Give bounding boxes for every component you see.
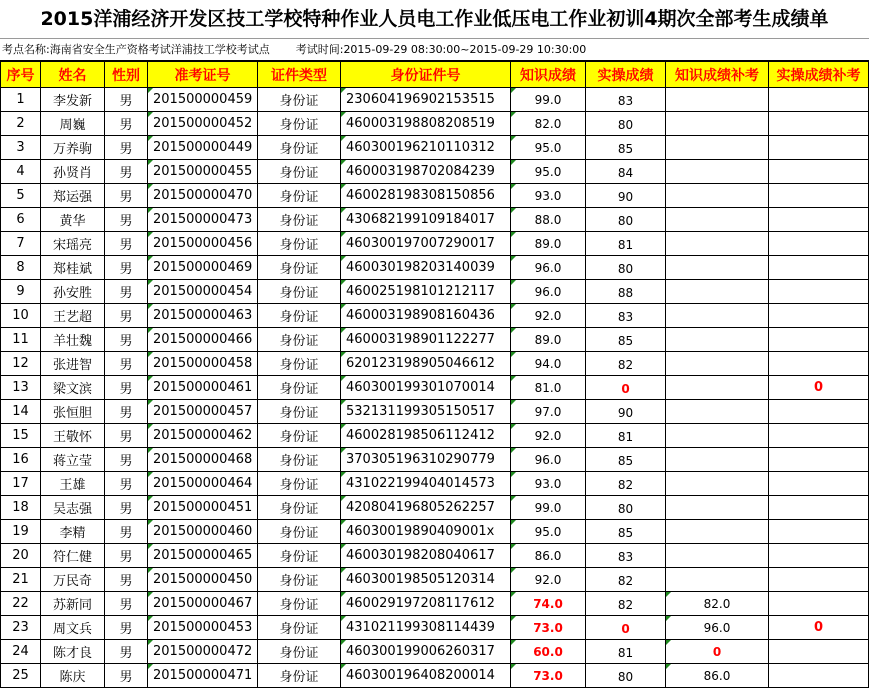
cell-id-no: 230604196902153515: [341, 88, 511, 112]
cell-exam-id: 201500000462: [148, 424, 258, 448]
cell-no: 6: [1, 208, 41, 232]
cell-gender: 男: [105, 520, 148, 544]
header-id-no: 身份证件号: [341, 62, 511, 88]
table-row: [1, 184, 869, 208]
cell-practical: 82: [586, 472, 666, 496]
cell-knowledge-retake: [666, 328, 769, 352]
cell-practical-retake: [769, 304, 869, 328]
cell-id-no: 460030198203140039: [341, 256, 511, 280]
cell-id-no: 370305196310290779: [341, 448, 511, 472]
cell-practical: 83: [586, 544, 666, 568]
header-practical-retake: 实操成绩补考: [769, 62, 869, 88]
cell-knowledge: 95.0: [511, 136, 586, 160]
cell-id-no: 620123198905046612: [341, 352, 511, 376]
cell-cert-type: 身份证: [258, 328, 341, 352]
cell-knowledge-retake: [666, 568, 769, 592]
cell-knowledge: 94.0: [511, 352, 586, 376]
cell-knowledge-retake: [666, 208, 769, 232]
cell-knowledge-retake: [666, 376, 769, 400]
cell-practical-retake: [769, 520, 869, 544]
table-row: [1, 304, 869, 328]
cell-gender: 男: [105, 136, 148, 160]
cell-knowledge-retake: [666, 400, 769, 424]
cell-knowledge: 93.0: [511, 184, 586, 208]
cell-practical: 83: [586, 304, 666, 328]
cell-id-no: 460025198101212117: [341, 280, 511, 304]
table-row: [1, 400, 869, 424]
table-row: [1, 640, 869, 664]
cell-knowledge-retake: [666, 280, 769, 304]
cell-practical-retake: [769, 280, 869, 304]
cell-knowledge-retake: 96.0: [666, 616, 769, 640]
cell-exam-id: 201500000454: [148, 280, 258, 304]
cell-id-no: 46030019890409001x: [341, 520, 511, 544]
header-exam-id: 准考证号: [148, 62, 258, 88]
cell-gender: 男: [105, 448, 148, 472]
cell-knowledge: 73.0: [511, 616, 586, 640]
cell-knowledge-retake: [666, 496, 769, 520]
cell-practical-retake: [769, 400, 869, 424]
cell-exam-id: 201500000463: [148, 304, 258, 328]
cell-knowledge-retake: [666, 160, 769, 184]
cell-knowledge-retake: [666, 352, 769, 376]
cell-practical: 82: [586, 352, 666, 376]
table-row: [1, 424, 869, 448]
cell-no: 23: [1, 616, 41, 640]
cell-no: 10: [1, 304, 41, 328]
table-row: [1, 592, 869, 616]
cell-exam-id: 201500000457: [148, 400, 258, 424]
cell-gender: 男: [105, 328, 148, 352]
table-body: [1, 88, 869, 688]
cell-cert-type: 身份证: [258, 520, 341, 544]
venue-label: 考点名称:: [2, 43, 50, 56]
table-row: [1, 256, 869, 280]
cell-knowledge-retake: [666, 184, 769, 208]
cell-exam-id: 201500000453: [148, 616, 258, 640]
cell-cert-type: 身份证: [258, 424, 341, 448]
cell-knowledge: 60.0: [511, 640, 586, 664]
cell-name: 万养驹: [41, 136, 105, 160]
cell-name: 吴志强: [41, 496, 105, 520]
cell-cert-type: 身份证: [258, 400, 341, 424]
cell-knowledge-retake: [666, 472, 769, 496]
cell-cert-type: 身份证: [258, 376, 341, 400]
cell-knowledge-retake: 0: [666, 640, 769, 664]
cell-gender: 男: [105, 496, 148, 520]
cell-knowledge: 96.0: [511, 448, 586, 472]
cell-name: 周巍: [41, 112, 105, 136]
cell-knowledge: 86.0: [511, 544, 586, 568]
cell-no: 7: [1, 232, 41, 256]
table-row: [1, 544, 869, 568]
cell-id-no: 460300199301070014: [341, 376, 511, 400]
cell-name: 张进智: [41, 352, 105, 376]
sheet-title: 2015洋浦经济开发区技工学校特种作业人员电工作业低压电工作业初训4期次全部考生成绩单: [0, 0, 869, 39]
cell-practical: 80: [586, 496, 666, 520]
exam-info-row: [0, 39, 869, 61]
cell-id-no: 430682199109184017: [341, 208, 511, 232]
cell-gender: 男: [105, 280, 148, 304]
cell-exam-id: 201500000472: [148, 640, 258, 664]
cell-practical-retake: [769, 328, 869, 352]
header-knowledge-retake: 知识成绩补考: [666, 62, 769, 88]
cell-knowledge: 95.0: [511, 520, 586, 544]
cell-practical-retake: [769, 472, 869, 496]
table-row: [1, 520, 869, 544]
table-row: [1, 568, 869, 592]
cell-knowledge-retake: 86.0: [666, 664, 769, 688]
cell-no: 11: [1, 328, 41, 352]
cell-gender: 男: [105, 184, 148, 208]
cell-cert-type: 身份证: [258, 112, 341, 136]
cell-no: 16: [1, 448, 41, 472]
venue-name: 海南省安全生产资格考试洋浦技工学校考试点: [49, 43, 270, 56]
table-row: [1, 232, 869, 256]
cell-gender: 男: [105, 640, 148, 664]
cell-name: 王敬怀: [41, 424, 105, 448]
cell-practical-retake: [769, 208, 869, 232]
cell-knowledge-retake: [666, 544, 769, 568]
cell-practical-retake: 0: [769, 616, 869, 640]
cell-practical-retake: [769, 544, 869, 568]
exam-time: 2015-09-29 08:30:00~2015-09-29 10:30:00: [343, 43, 587, 56]
cell-exam-id: 201500000465: [148, 544, 258, 568]
cell-id-no: 460300197007290017: [341, 232, 511, 256]
cell-knowledge-retake: [666, 304, 769, 328]
cell-practical-retake: [769, 136, 869, 160]
cell-practical-retake: [769, 256, 869, 280]
cell-name: 孙安胜: [41, 280, 105, 304]
cell-practical: 0: [586, 616, 666, 640]
table-row: [1, 112, 869, 136]
cell-knowledge-retake: [666, 112, 769, 136]
cell-cert-type: 身份证: [258, 208, 341, 232]
cell-knowledge: 99.0: [511, 496, 586, 520]
table-row: [1, 664, 869, 688]
table-row: [1, 88, 869, 112]
cell-gender: 男: [105, 544, 148, 568]
header-row: [1, 62, 869, 88]
cell-name: 万民奇: [41, 568, 105, 592]
cell-gender: 男: [105, 376, 148, 400]
cell-exam-id: 201500000452: [148, 112, 258, 136]
table-row: [1, 160, 869, 184]
cell-knowledge-retake: [666, 256, 769, 280]
cell-practical-retake: [769, 496, 869, 520]
cell-knowledge-retake: 82.0: [666, 592, 769, 616]
table-row: [1, 376, 869, 400]
cell-knowledge: 88.0: [511, 208, 586, 232]
table-row: [1, 448, 869, 472]
cell-name: 黄华: [41, 208, 105, 232]
cell-name: 王雄: [41, 472, 105, 496]
cell-gender: 男: [105, 616, 148, 640]
cell-practical: 90: [586, 400, 666, 424]
cell-exam-id: 201500000449: [148, 136, 258, 160]
cell-id-no: 460029197208117612: [341, 592, 511, 616]
cell-no: 25: [1, 664, 41, 688]
cell-no: 2: [1, 112, 41, 136]
cell-exam-id: 201500000458: [148, 352, 258, 376]
cell-no: 18: [1, 496, 41, 520]
cell-no: 19: [1, 520, 41, 544]
cell-name: 张恒胆: [41, 400, 105, 424]
cell-exam-id: 201500000473: [148, 208, 258, 232]
cell-no: 14: [1, 400, 41, 424]
cell-id-no: 431021199308114439: [341, 616, 511, 640]
cell-id-no: 460003198808208519: [341, 112, 511, 136]
cell-no: 1: [1, 88, 41, 112]
cell-no: 15: [1, 424, 41, 448]
cell-knowledge: 89.0: [511, 232, 586, 256]
cell-practical: 80: [586, 208, 666, 232]
cell-practical: 0: [586, 376, 666, 400]
cell-no: 12: [1, 352, 41, 376]
cell-exam-id: 201500000467: [148, 592, 258, 616]
cell-practical-retake: [769, 664, 869, 688]
cell-no: 24: [1, 640, 41, 664]
cell-knowledge: 96.0: [511, 256, 586, 280]
cell-id-no: 460003198908160436: [341, 304, 511, 328]
cell-practical: 80: [586, 256, 666, 280]
header-no: 序号: [1, 62, 41, 88]
cell-practical: 81: [586, 232, 666, 256]
cell-id-no: 460028198506112412: [341, 424, 511, 448]
cell-practical: 81: [586, 640, 666, 664]
cell-knowledge-retake: [666, 136, 769, 160]
cell-name: 周文兵: [41, 616, 105, 640]
header-name: 姓名: [41, 62, 105, 88]
cell-cert-type: 身份证: [258, 232, 341, 256]
table-row: [1, 136, 869, 160]
cell-practical: 80: [586, 112, 666, 136]
cell-id-no: 532131199305150517: [341, 400, 511, 424]
cell-practical-retake: [769, 640, 869, 664]
cell-knowledge: 96.0: [511, 280, 586, 304]
cell-practical-retake: [769, 592, 869, 616]
cell-gender: 男: [105, 208, 148, 232]
cell-exam-id: 201500000461: [148, 376, 258, 400]
cell-name: 李精: [41, 520, 105, 544]
cell-id-no: 460300196210110312: [341, 136, 511, 160]
cell-cert-type: 身份证: [258, 136, 341, 160]
cell-knowledge: 92.0: [511, 304, 586, 328]
cell-practical: 82: [586, 568, 666, 592]
cell-gender: 男: [105, 232, 148, 256]
cell-gender: 男: [105, 88, 148, 112]
cell-cert-type: 身份证: [258, 616, 341, 640]
cell-cert-type: 身份证: [258, 664, 341, 688]
cell-practical-retake: [769, 88, 869, 112]
cell-no: 9: [1, 280, 41, 304]
cell-cert-type: 身份证: [258, 448, 341, 472]
cell-no: 3: [1, 136, 41, 160]
cell-name: 郑桂斌: [41, 256, 105, 280]
cell-practical: 88: [586, 280, 666, 304]
cell-exam-id: 201500000468: [148, 448, 258, 472]
cell-cert-type: 身份证: [258, 568, 341, 592]
cell-no: 21: [1, 568, 41, 592]
cell-id-no: 460003198702084239: [341, 160, 511, 184]
cell-name: 蒋立莹: [41, 448, 105, 472]
cell-gender: 男: [105, 568, 148, 592]
cell-practical-retake: [769, 112, 869, 136]
cell-gender: 男: [105, 160, 148, 184]
table-row: [1, 328, 869, 352]
cell-no: 22: [1, 592, 41, 616]
cell-exam-id: 201500000460: [148, 520, 258, 544]
table-row: [1, 208, 869, 232]
cell-no: 17: [1, 472, 41, 496]
cell-practical: 83: [586, 88, 666, 112]
cell-practical: 90: [586, 184, 666, 208]
cell-name: 陈才良: [41, 640, 105, 664]
cell-practical: 82: [586, 592, 666, 616]
cell-name: 陈庆: [41, 664, 105, 688]
cell-cert-type: 身份证: [258, 544, 341, 568]
score-table: [0, 61, 869, 688]
cell-name: 宋瑶亮: [41, 232, 105, 256]
cell-knowledge: 97.0: [511, 400, 586, 424]
cell-id-no: 460300198505120314: [341, 568, 511, 592]
cell-exam-id: 201500000455: [148, 160, 258, 184]
cell-practical-retake: [769, 424, 869, 448]
cell-practical-retake: [769, 448, 869, 472]
cell-gender: 男: [105, 112, 148, 136]
cell-exam-id: 201500000451: [148, 496, 258, 520]
cell-gender: 男: [105, 400, 148, 424]
cell-name: 梁文滨: [41, 376, 105, 400]
cell-cert-type: 身份证: [258, 88, 341, 112]
cell-practical: 85: [586, 136, 666, 160]
cell-practical-retake: [769, 184, 869, 208]
header-cert-type: 证件类型: [258, 62, 341, 88]
cell-knowledge-retake: [666, 88, 769, 112]
cell-practical: 85: [586, 448, 666, 472]
cell-id-no: 460300196408200014: [341, 664, 511, 688]
cell-cert-type: 身份证: [258, 160, 341, 184]
cell-practical: 81: [586, 424, 666, 448]
cell-gender: 男: [105, 256, 148, 280]
cell-knowledge: 89.0: [511, 328, 586, 352]
cell-knowledge: 92.0: [511, 568, 586, 592]
cell-practical-retake: [769, 232, 869, 256]
cell-practical: 84: [586, 160, 666, 184]
cell-knowledge-retake: [666, 448, 769, 472]
cell-no: 5: [1, 184, 41, 208]
cell-exam-id: 201500000466: [148, 328, 258, 352]
table-row: [1, 280, 869, 304]
cell-knowledge: 95.0: [511, 160, 586, 184]
cell-name: 孙贤肖: [41, 160, 105, 184]
cell-knowledge-retake: [666, 232, 769, 256]
cell-knowledge: 74.0: [511, 592, 586, 616]
cell-id-no: 460028198308150856: [341, 184, 511, 208]
cell-no: 20: [1, 544, 41, 568]
cell-cert-type: 身份证: [258, 592, 341, 616]
cell-cert-type: 身份证: [258, 352, 341, 376]
cell-knowledge: 93.0: [511, 472, 586, 496]
cell-id-no: 460030198208040617: [341, 544, 511, 568]
cell-exam-id: 201500000464: [148, 472, 258, 496]
cell-id-no: 420804196805262257: [341, 496, 511, 520]
cell-exam-id: 201500000450: [148, 568, 258, 592]
cell-gender: 男: [105, 472, 148, 496]
cell-name: 苏新同: [41, 592, 105, 616]
cell-cert-type: 身份证: [258, 304, 341, 328]
cell-cert-type: 身份证: [258, 256, 341, 280]
cell-id-no: 431022199404014573: [341, 472, 511, 496]
cell-cert-type: 身份证: [258, 184, 341, 208]
table-row: [1, 352, 869, 376]
header-gender: 性别: [105, 62, 148, 88]
cell-knowledge: 73.0: [511, 664, 586, 688]
cell-cert-type: 身份证: [258, 496, 341, 520]
cell-cert-type: 身份证: [258, 640, 341, 664]
cell-name: 羊壮魏: [41, 328, 105, 352]
cell-no: 4: [1, 160, 41, 184]
cell-exam-id: 201500000469: [148, 256, 258, 280]
cell-name: 李发新: [41, 88, 105, 112]
cell-gender: 男: [105, 664, 148, 688]
cell-practical: 85: [586, 520, 666, 544]
cell-gender: 男: [105, 592, 148, 616]
cell-knowledge: 99.0: [511, 88, 586, 112]
cell-practical-retake: [769, 568, 869, 592]
cell-cert-type: 身份证: [258, 472, 341, 496]
cell-knowledge: 92.0: [511, 424, 586, 448]
cell-practical-retake: 0: [769, 376, 869, 400]
cell-knowledge-retake: [666, 520, 769, 544]
header-knowledge: 知识成绩: [511, 62, 586, 88]
table-row: [1, 496, 869, 520]
cell-gender: 男: [105, 304, 148, 328]
cell-practical-retake: [769, 160, 869, 184]
cell-exam-id: 201500000470: [148, 184, 258, 208]
cell-id-no: 460003198901122277: [341, 328, 511, 352]
cell-exam-id: 201500000471: [148, 664, 258, 688]
cell-knowledge: 81.0: [511, 376, 586, 400]
table-row: [1, 472, 869, 496]
table-row: [1, 616, 869, 640]
cell-name: 郑运强: [41, 184, 105, 208]
cell-exam-id: 201500000456: [148, 232, 258, 256]
cell-practical: 80: [586, 664, 666, 688]
cell-practical: 85: [586, 328, 666, 352]
cell-practical-retake: [769, 352, 869, 376]
cell-name: 王艺超: [41, 304, 105, 328]
cell-no: 13: [1, 376, 41, 400]
cell-name: 符仁健: [41, 544, 105, 568]
header-practical: 实操成绩: [586, 62, 666, 88]
cell-knowledge: 82.0: [511, 112, 586, 136]
cell-exam-id: 201500000459: [148, 88, 258, 112]
cell-no: 8: [1, 256, 41, 280]
cell-knowledge-retake: [666, 424, 769, 448]
time-label: 考试时间:: [295, 43, 344, 56]
cell-gender: 男: [105, 424, 148, 448]
cell-id-no: 460300199006260317: [341, 640, 511, 664]
cell-gender: 男: [105, 352, 148, 376]
cell-cert-type: 身份证: [258, 280, 341, 304]
